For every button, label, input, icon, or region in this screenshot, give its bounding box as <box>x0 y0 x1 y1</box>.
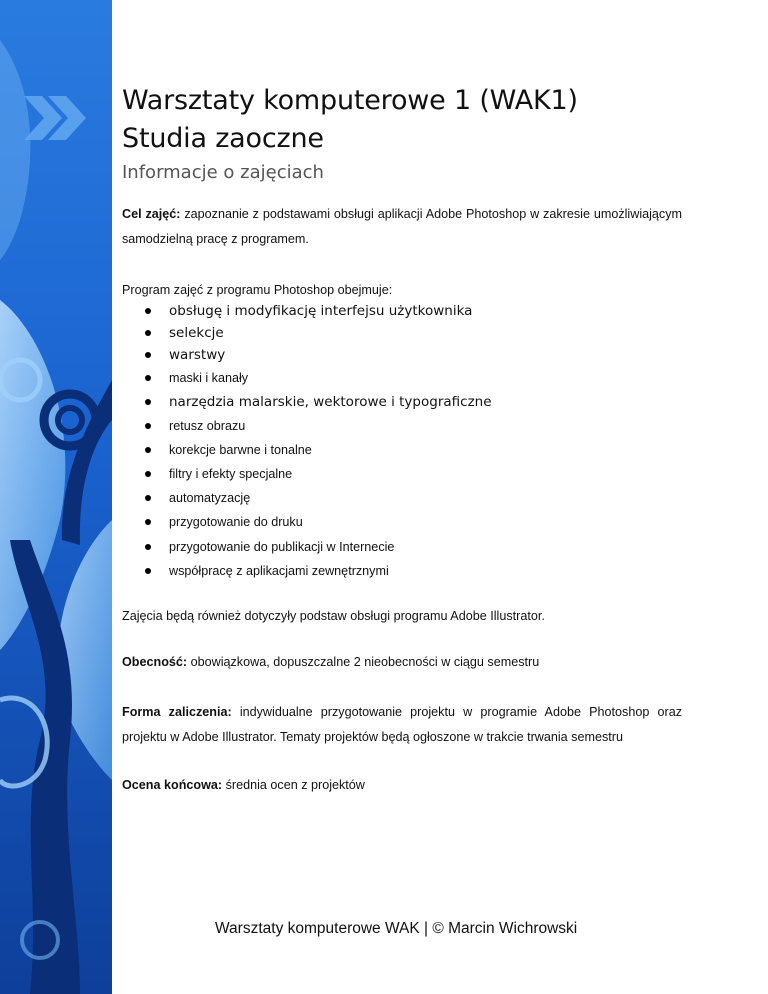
bullet-icon <box>145 308 151 314</box>
grade-label: Ocena końcowa: <box>122 778 223 792</box>
attendance-paragraph <box>122 650 682 675</box>
bullet-icon <box>145 519 151 525</box>
bullet-icon <box>145 568 151 574</box>
bullet-icon <box>145 471 151 477</box>
form-label: Forma zaliczenia: <box>122 705 232 719</box>
program-intro: Program zajęć z programu Photoshop obejmuje: <box>122 283 393 297</box>
grade-paragraph <box>122 773 682 798</box>
double-chevron-icon <box>20 88 90 148</box>
tree-illustration <box>0 0 112 994</box>
attendance-text: obowiązkowa, dopuszczalne 2 nieobecności w ciągu semestru <box>190 655 540 669</box>
page-footer: Warsztaty komputerowe WAK | © Marcin Wichrowski <box>215 920 578 937</box>
title-line-2: Studia zaoczne <box>122 123 324 154</box>
bullet-icon <box>145 544 151 550</box>
goal-paragraph <box>122 202 682 252</box>
title-line-1: Warsztaty komputerowe 1 (WAK1) <box>122 85 578 116</box>
bullet-icon <box>145 495 151 501</box>
bullet-icon <box>145 352 151 358</box>
illustrator-note: Zajęcia będą również dotyczyły podstaw obsługi programu Adobe Illustrator. <box>122 609 545 623</box>
form-text: indywidualne przygotowanie projektu w programie Adobe Photoshop oraz projektu w Adobe Illustrator. Tematy projektów będą ogłoszone w trakcie trwania semestru <box>122 705 683 744</box>
goal-label: Cel zajęć: <box>122 207 181 221</box>
decorative-sidebar <box>0 0 112 994</box>
bullet-icon <box>145 423 151 429</box>
form-paragraph <box>122 700 682 750</box>
grade-text: średnia ocen z projektów <box>225 778 365 792</box>
goal-text: zapoznanie z podstawami obsługi aplikacji Adobe Photoshop w zakresie umożliwiającym samodzielną pracę z programem. <box>122 207 683 246</box>
bullet-icon <box>145 330 151 336</box>
bullet-icon <box>145 399 151 405</box>
bullet-icon <box>145 375 151 381</box>
bullet-icon <box>145 447 151 453</box>
attendance-label: Obecność: <box>122 655 188 669</box>
page-subtitle: Informacje o zajęciach <box>122 162 324 183</box>
page-title <box>122 82 682 158</box>
